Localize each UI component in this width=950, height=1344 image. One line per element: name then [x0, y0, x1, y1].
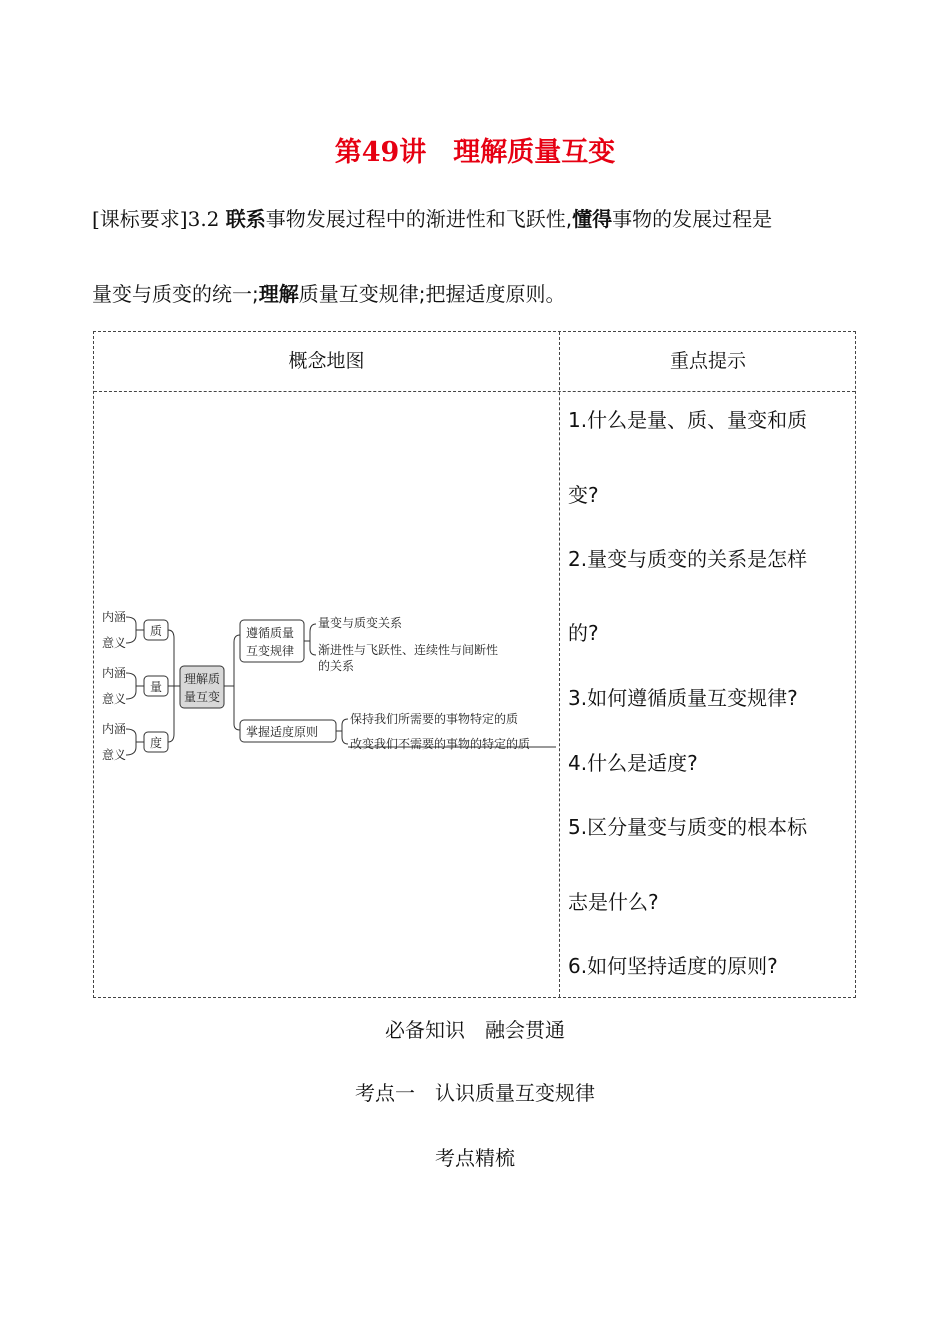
tip-line: 志是什么? [568, 890, 659, 914]
sub-heading: 考点精梳 [435, 1146, 515, 1170]
title-number: 49 [361, 137, 400, 168]
req-text: 事物发展过程中的渐进性和飞跃性, [265, 207, 573, 231]
overview-table [93, 331, 856, 998]
page-title [0, 130, 950, 169]
header-key-tips: 重点提示 [669, 350, 746, 372]
tip-line: 变? [568, 483, 599, 507]
point-heading: 考点一 认识质量互变规律 [355, 1081, 595, 1105]
node-liang: 量 [150, 680, 163, 694]
node-zhi: 质 [150, 624, 163, 638]
bracket-du [126, 729, 136, 755]
label-yiyi: 意义 [102, 692, 127, 706]
requirements-line-2 [92, 279, 872, 309]
tip-line: 的? [568, 621, 599, 645]
req-text: 量变与质变的统一; [92, 282, 259, 306]
branch1-line1: 遵循质量 [246, 626, 295, 640]
tip-line: 3.如何遵循质量互变规律? [568, 686, 798, 710]
title-name: 理解质量互变 [453, 137, 616, 168]
branch1-leaf: 的关系 [318, 659, 355, 673]
tip-line: 1.什么是量、质、量变和质 [568, 408, 808, 432]
branch1-line2: 互变规律 [246, 644, 295, 658]
section-heading: 必备知识 融会贯通 [385, 1018, 565, 1042]
table-divider-horizontal [94, 391, 855, 392]
concept-map [96, 602, 556, 762]
title-suffix: 讲 [399, 137, 427, 168]
branch1-leaf: 渐进性与飞跃性、连续性与间断性 [318, 643, 499, 657]
req-bold-lijie: 理解 [258, 282, 299, 306]
branch2-label: 掌握适度原则 [246, 725, 319, 739]
label-neihan: 内涵 [102, 666, 127, 680]
tip-line: 4.什么是适度? [568, 751, 698, 775]
tip-line: 5.区分量变与质变的根本标 [568, 815, 808, 839]
table-divider-vertical [559, 332, 560, 997]
branch1-leaf: 量变与质变关系 [318, 616, 403, 630]
label-yiyi: 意义 [102, 748, 127, 762]
req-text: 事物的发展过程是 [612, 207, 773, 231]
label-neihan: 内涵 [102, 610, 127, 624]
concept-map-diagram [96, 602, 556, 762]
label-neihan: 内涵 [102, 722, 127, 736]
branch2-leaf: 改变我们不需要的事物的特定的质 [350, 737, 531, 751]
header-concept-map: 概念地图 [288, 350, 365, 372]
connector-branch2 [342, 719, 348, 744]
req-text: 质量互变规律;把握适度原则。 [298, 282, 566, 306]
bracket-zhi [126, 617, 136, 643]
connector-branch1 [310, 624, 316, 655]
title-prefix: 第 [334, 137, 362, 168]
branch2-leaf: 保持我们所需要的事物特定的质 [350, 712, 519, 726]
tip-line: 2.量变与质变的关系是怎样 [568, 547, 808, 571]
node-du: 度 [150, 736, 163, 750]
req-bold-dongde: 懂得 [572, 207, 613, 231]
connector-center [234, 635, 240, 730]
tip-line: 6.如何坚持适度的原则? [568, 954, 778, 978]
req-prefix: [课标要求]3.2 [92, 207, 226, 231]
requirements-line-1 [92, 204, 872, 234]
center-node-line1: 理解质 [184, 672, 221, 686]
label-yiyi: 意义 [102, 636, 127, 650]
bracket-liang [126, 673, 136, 699]
center-node-line2: 量互变 [184, 690, 221, 704]
req-bold-lianxi: 联系 [225, 207, 266, 231]
